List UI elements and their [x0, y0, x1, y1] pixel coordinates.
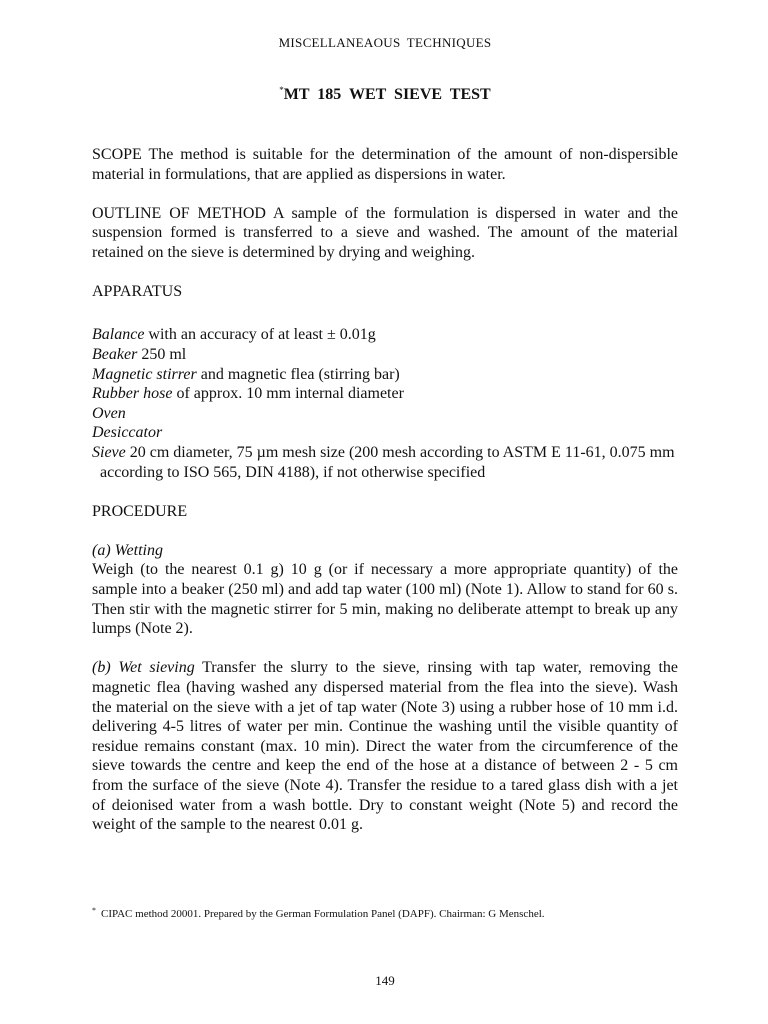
wet-sieving-text: Transfer the slurry to the sieve, rinsing with tap water, removing the magnetic flea (having washed any dispersed material from the flea into the sieve). Wash the material on the sieve with a jet of tap water (Note 3) using a rubber hose of 10 mm i.d. delivering 4-5 litres of water per min. Continue the washing until the visible quantity of residue remains constant (max. 10 min). Direct the water from the circumference of the sieve towards the centre and keep the end of the hose at a distance of between 2 - 5 cm from the surface of the sieve (Note 4). Transfer the residue to a tared glass dish with a jet of deionised water from a wash bottle. Dry to constant weight (Note 5) and record the weight of the sample to the nearest 0.01 g.	[92, 659, 678, 834]
apparatus-item-name: Magnetic stirrer	[92, 365, 197, 383]
footnote-marker: *	[92, 906, 96, 915]
wetting-paragraph: Weigh (to the nearest 0.1 g) 10 g (or if necessary a more appropriate quantity) of the sample into a beaker (250 ml) and add tap water (100 ml) (Note 1). Allow to stand for 60 s. Then stir with the magnetic stirrer for 5 min, making no deliberate attempt to break up any lumps (Note 2).	[92, 561, 678, 638]
wetting-label-text: (a) Wetting	[92, 541, 163, 559]
document-body	[92, 145, 678, 835]
apparatus-item-name: Balance	[92, 326, 145, 344]
outline-paragraph: OUTLINE OF METHOD A sample of the formulation is dispersed in water and the suspension formed is transferred to a sieve and washed. The amount of the material retained on the sieve is determined by drying and weighing.	[92, 204, 678, 261]
wetting-label	[92, 541, 678, 561]
apparatus-item-name: Sieve	[92, 443, 126, 461]
apparatus-item-name: Desiccator	[92, 424, 163, 442]
title-footnote-marker: *	[279, 85, 284, 95]
apparatus-heading: APPARATUS	[92, 283, 183, 301]
apparatus-item	[92, 443, 678, 482]
apparatus-item-desc: 20 cm diameter, 75 µm mesh size (200 mesh according to ASTM E 11-61, 0.075 mm according to ISO 565, DIN 4188), if not otherwise specified	[100, 443, 675, 481]
page-number: 149	[375, 973, 395, 988]
apparatus-item-desc: and magnetic flea (stirring bar)	[196, 365, 400, 383]
apparatus-item-name: Rubber hose	[92, 385, 173, 403]
scope-paragraph: SCOPE The method is suitable for the determination of the amount of non-dispersible material in formulations, that are applied as dispersions in water.	[92, 146, 678, 183]
footnote-text: CIPAC method 20001. Prepared by the German Formulation Panel (DAPF). Chairman: G Menschel.	[101, 908, 545, 920]
apparatus-item-desc: of approx. 10 mm internal diameter	[172, 385, 404, 403]
apparatus-item-name: Oven	[92, 404, 126, 422]
apparatus-item-desc: 250 ml	[137, 345, 187, 363]
title-text: MT 185 WET SIEVE TEST	[283, 86, 491, 103]
wet-sieving-paragraph	[92, 658, 678, 834]
apparatus-item	[92, 345, 678, 365]
apparatus-item	[92, 365, 678, 385]
page-title	[92, 85, 678, 104]
apparatus-item	[92, 325, 678, 345]
footnote	[92, 906, 678, 920]
apparatus-item	[92, 423, 678, 443]
procedure-heading: PROCEDURE	[92, 502, 188, 520]
apparatus-item-name: Beaker	[92, 345, 138, 363]
apparatus-item-desc: with an accuracy of at least ± 0.01g	[144, 326, 376, 344]
wet-sieving-label: (b) Wet sieving	[92, 659, 195, 677]
running-header: MISCELLANEAOUS TECHNIQUES	[278, 35, 492, 50]
apparatus-item	[92, 404, 678, 424]
apparatus-item	[92, 384, 678, 404]
